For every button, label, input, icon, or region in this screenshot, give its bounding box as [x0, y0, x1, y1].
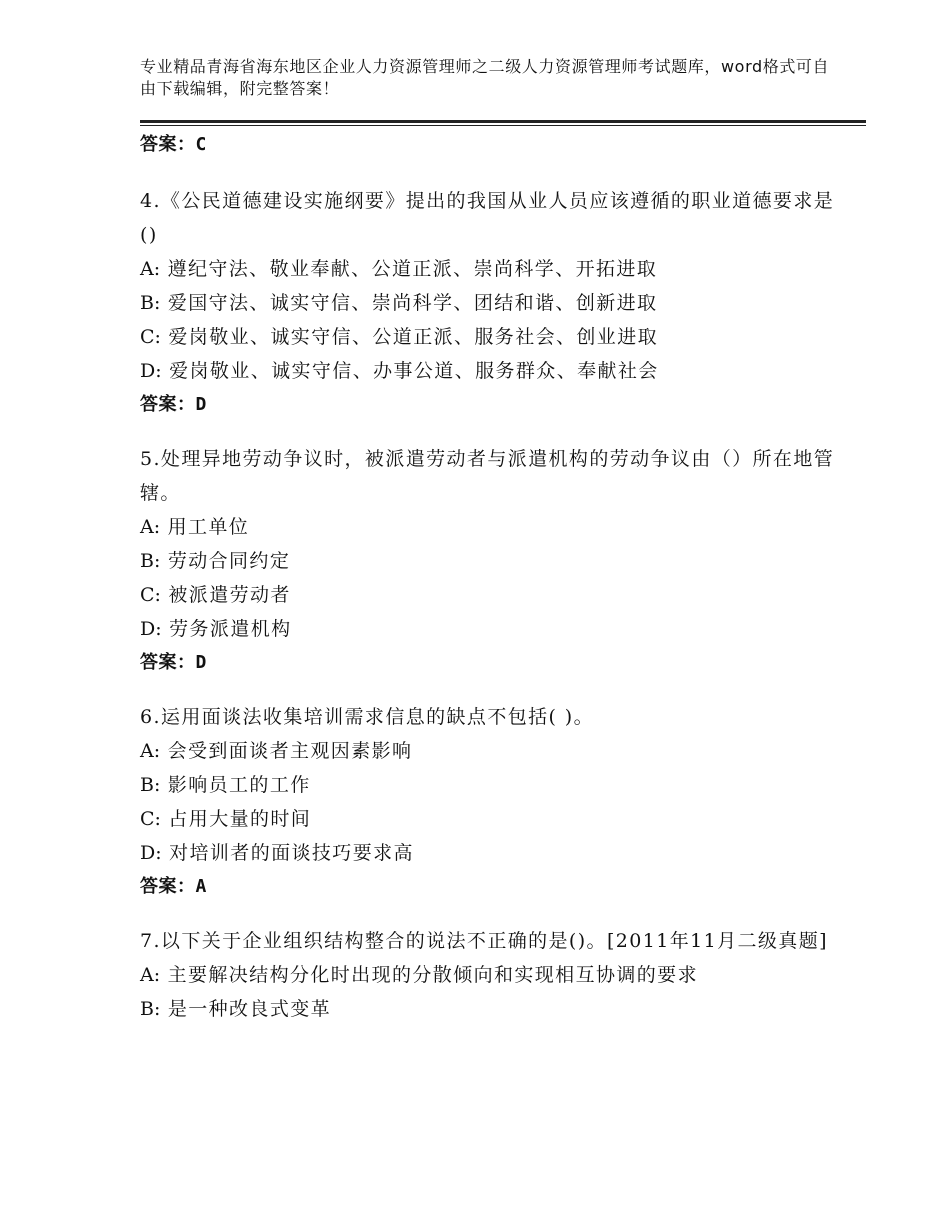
option-letter: B: — [140, 292, 161, 314]
option-text: 对培训者的面谈技巧要求高 — [169, 842, 414, 864]
option-d — [140, 354, 840, 388]
answer-line — [140, 646, 840, 680]
option-b — [140, 286, 840, 320]
answer-label: 答案： — [140, 652, 196, 673]
answer-label: 答案： — [140, 394, 196, 415]
answer-line — [140, 128, 840, 162]
option-text: 劳动合同约定 — [167, 550, 291, 572]
option-a — [140, 252, 840, 286]
option-c — [140, 320, 840, 354]
option-b — [140, 992, 840, 1026]
question-6 — [140, 700, 840, 904]
answer-line — [140, 870, 840, 904]
option-letter: A: — [140, 964, 161, 986]
option-text: 劳务派遣机构 — [169, 618, 292, 640]
page-header — [140, 56, 840, 100]
option-letter: C: — [140, 584, 161, 606]
header-divider-thick — [140, 120, 866, 123]
option-letter: A: — [140, 516, 161, 538]
option-a — [140, 734, 840, 768]
option-b — [140, 544, 840, 578]
question-stem: 4.《公民道德建设实施纲要》提出的我国从业人员应该遵循的职业道德要求是() — [140, 190, 835, 246]
option-letter: B: — [140, 998, 161, 1020]
option-text: 爱岗敬业、诚实守信、办事公道、服务群众、奉献社会 — [169, 360, 659, 382]
option-a — [140, 958, 840, 992]
option-text: 是一种改良式变革 — [167, 998, 332, 1020]
question-stem: 5.处理异地劳动争议时，被派遣劳动者与派遣机构的劳动争议由（）所在地管辖。 — [140, 448, 835, 504]
question-4 — [140, 184, 840, 422]
option-letter: C: — [140, 326, 161, 348]
option-text: 爱岗敬业、诚实守信、公道正派、服务社会、创业进取 — [168, 326, 659, 348]
option-letter: A: — [140, 258, 161, 280]
option-b — [140, 768, 840, 802]
option-text: 被派遣劳动者 — [168, 584, 291, 606]
option-letter: A: — [140, 740, 161, 762]
option-d — [140, 612, 840, 646]
answer-value: D — [195, 652, 207, 673]
question-stem: 6.运用面谈法收集培训需求信息的缺点不包括( )。 — [140, 706, 594, 728]
option-text: 爱国守法、诚实守信、崇尚科学、团结和谐、创新进取 — [167, 292, 658, 314]
answer-value: C — [195, 134, 207, 155]
answer-value: D — [195, 394, 207, 415]
option-text: 影响员工的工作 — [167, 774, 311, 796]
answer-value: A — [195, 876, 207, 897]
option-a — [140, 510, 840, 544]
option-letter: D: — [140, 360, 162, 382]
option-text: 用工单位 — [167, 516, 250, 538]
option-letter: D: — [140, 618, 162, 640]
answer-label: 答案： — [140, 876, 196, 897]
answer-line — [140, 388, 840, 422]
option-letter: D: — [140, 842, 162, 864]
header-text: 专业精品青海省海东地区企业人力资源管理师之二级人力资源管理师考试题库，word格式可自由下载编辑，附完整答案！ — [140, 57, 830, 98]
option-letter: B: — [140, 774, 161, 796]
option-text: 遵纪守法、敬业奉献、公道正派、崇尚科学、开拓进取 — [167, 258, 658, 280]
question-stem: 7.以下关于企业组织结构整合的说法不正确的是()。[2011年11月二级真题] — [140, 930, 828, 952]
option-letter: B: — [140, 550, 161, 572]
option-c — [140, 802, 840, 836]
option-c — [140, 578, 840, 612]
answer-label: 答案： — [140, 134, 196, 155]
option-text: 会受到面谈者主观因素影响 — [167, 740, 413, 762]
option-letter: C: — [140, 808, 161, 830]
option-text: 主要解决结构分化时出现的分散倾向和实现相互协调的要求 — [167, 964, 698, 986]
header-divider-thin — [140, 125, 866, 126]
question-7 — [140, 924, 840, 1026]
option-d — [140, 836, 840, 870]
option-text: 占用大量的时间 — [168, 808, 312, 830]
question-5 — [140, 442, 840, 680]
question-content — [140, 128, 840, 1026]
